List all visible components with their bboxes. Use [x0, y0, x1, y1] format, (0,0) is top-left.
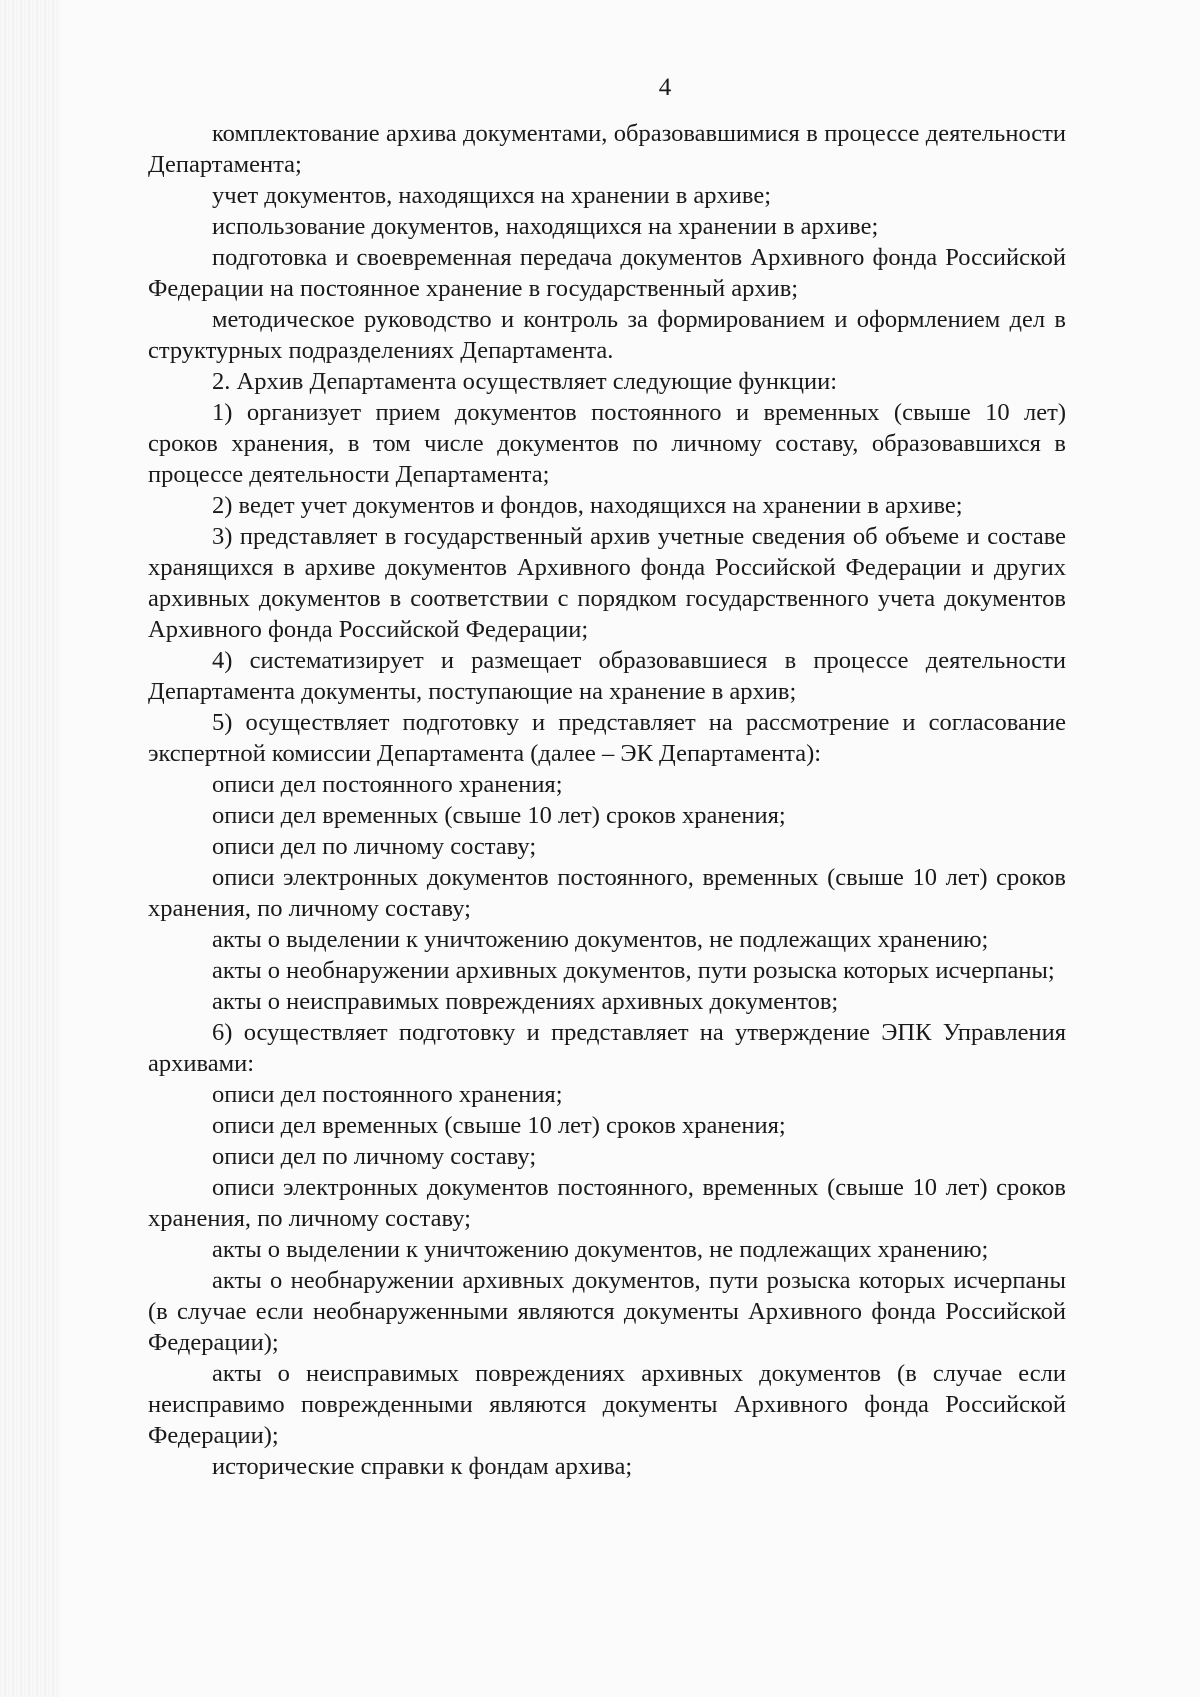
list-item: 4) систематизирует и размещает образовавшиеся в процессе деятельности Департамента документы, поступающие на хранение в архив; [148, 647, 1066, 705]
list-item: 3) представляет в государственный архив учетные сведения об объеме и составе хранящихся в архиве документов Архивного фонда Российской Федерации и других архивных документов в соответствии с порядком государственного учета документов Архивного фонда Российской Федерации; [148, 523, 1066, 643]
sub-item: описи дел постоянного хранения; [212, 771, 563, 798]
paragraph: использование документов, находящихся на хранении в архиве; [212, 213, 879, 240]
paragraph: подготовка и своевременная передача документов Архивного фонда Российской Федерации на постоянное хранение в государственный архив; [148, 244, 1066, 302]
sub-item: описи дел по личному составу; [212, 833, 537, 860]
sub-item: акты о неисправимых повреждениях архивных документов; [212, 988, 839, 1015]
list-item: 5) осуществляет подготовку и представляет на рассмотрение и согласование экспертной комиссии Департамента (далее – ЭК Департамента): [148, 709, 1066, 767]
sub-item: акты о неисправимых повреждениях архивных документов (в случае если неисправимо поврежденными являются документы Архивного фонда Российской Федерации); [148, 1360, 1066, 1449]
sub-item: описи дел постоянного хранения; [212, 1081, 563, 1108]
sub-item: описи дел временных (свыше 10 лет) сроков хранения; [212, 802, 786, 829]
sub-item: исторические справки к фондам архива; [212, 1453, 633, 1480]
sub-item: описи электронных документов постоянного, временных (свыше 10 лет) сроков хранения, по личному составу; [148, 864, 1066, 922]
list-item: 1) организует прием документов постоянного и временных (свыше 10 лет) сроков хранения, в том числе документов по личному составу, образовавшихся в процессе деятельности Департамента; [148, 399, 1066, 488]
sub-item: акты о выделении к уничтожению документов, не подлежащих хранению; [212, 1236, 989, 1263]
list-item: 6) осуществляет подготовку и представляет на утверждение ЭПК Управления архивами: [148, 1019, 1066, 1077]
sub-item: акты о выделении к уничтожению документов, не подлежащих хранению; [212, 926, 989, 953]
sub-item: акты о необнаружении архивных документов, пути розыска которых исчерпаны (в случае если необнаруженными являются документы Архивного фонда Российской Федерации); [148, 1267, 1066, 1356]
sub-item: описи дел по личному составу; [212, 1143, 537, 1170]
paragraph: комплектование архива документами, образовавшимися в процессе деятельности Департамента; [148, 120, 1066, 178]
page-number: 4 [658, 74, 672, 101]
sub-item: описи электронных документов постоянного, временных (свыше 10 лет) сроков хранения, по личному составу; [148, 1174, 1066, 1232]
paragraph: методическое руководство и контроль за формированием и оформлением дел в структурных подразделениях Департамента. [148, 306, 1066, 364]
document-body [148, 118, 1066, 1482]
section-heading: 2. Архив Департамента осуществляет следующие функции: [212, 368, 838, 395]
scan-margin-artifact [0, 0, 60, 1697]
sub-item: акты о необнаружении архивных документов, пути розыска которых исчерпаны; [212, 957, 1055, 984]
list-item: 2) ведет учет документов и фондов, находящихся на хранении в архиве; [212, 492, 963, 519]
sub-item: описи дел временных (свыше 10 лет) сроков хранения; [212, 1112, 786, 1139]
paragraph: учет документов, находящихся на хранении в архиве; [212, 182, 772, 209]
